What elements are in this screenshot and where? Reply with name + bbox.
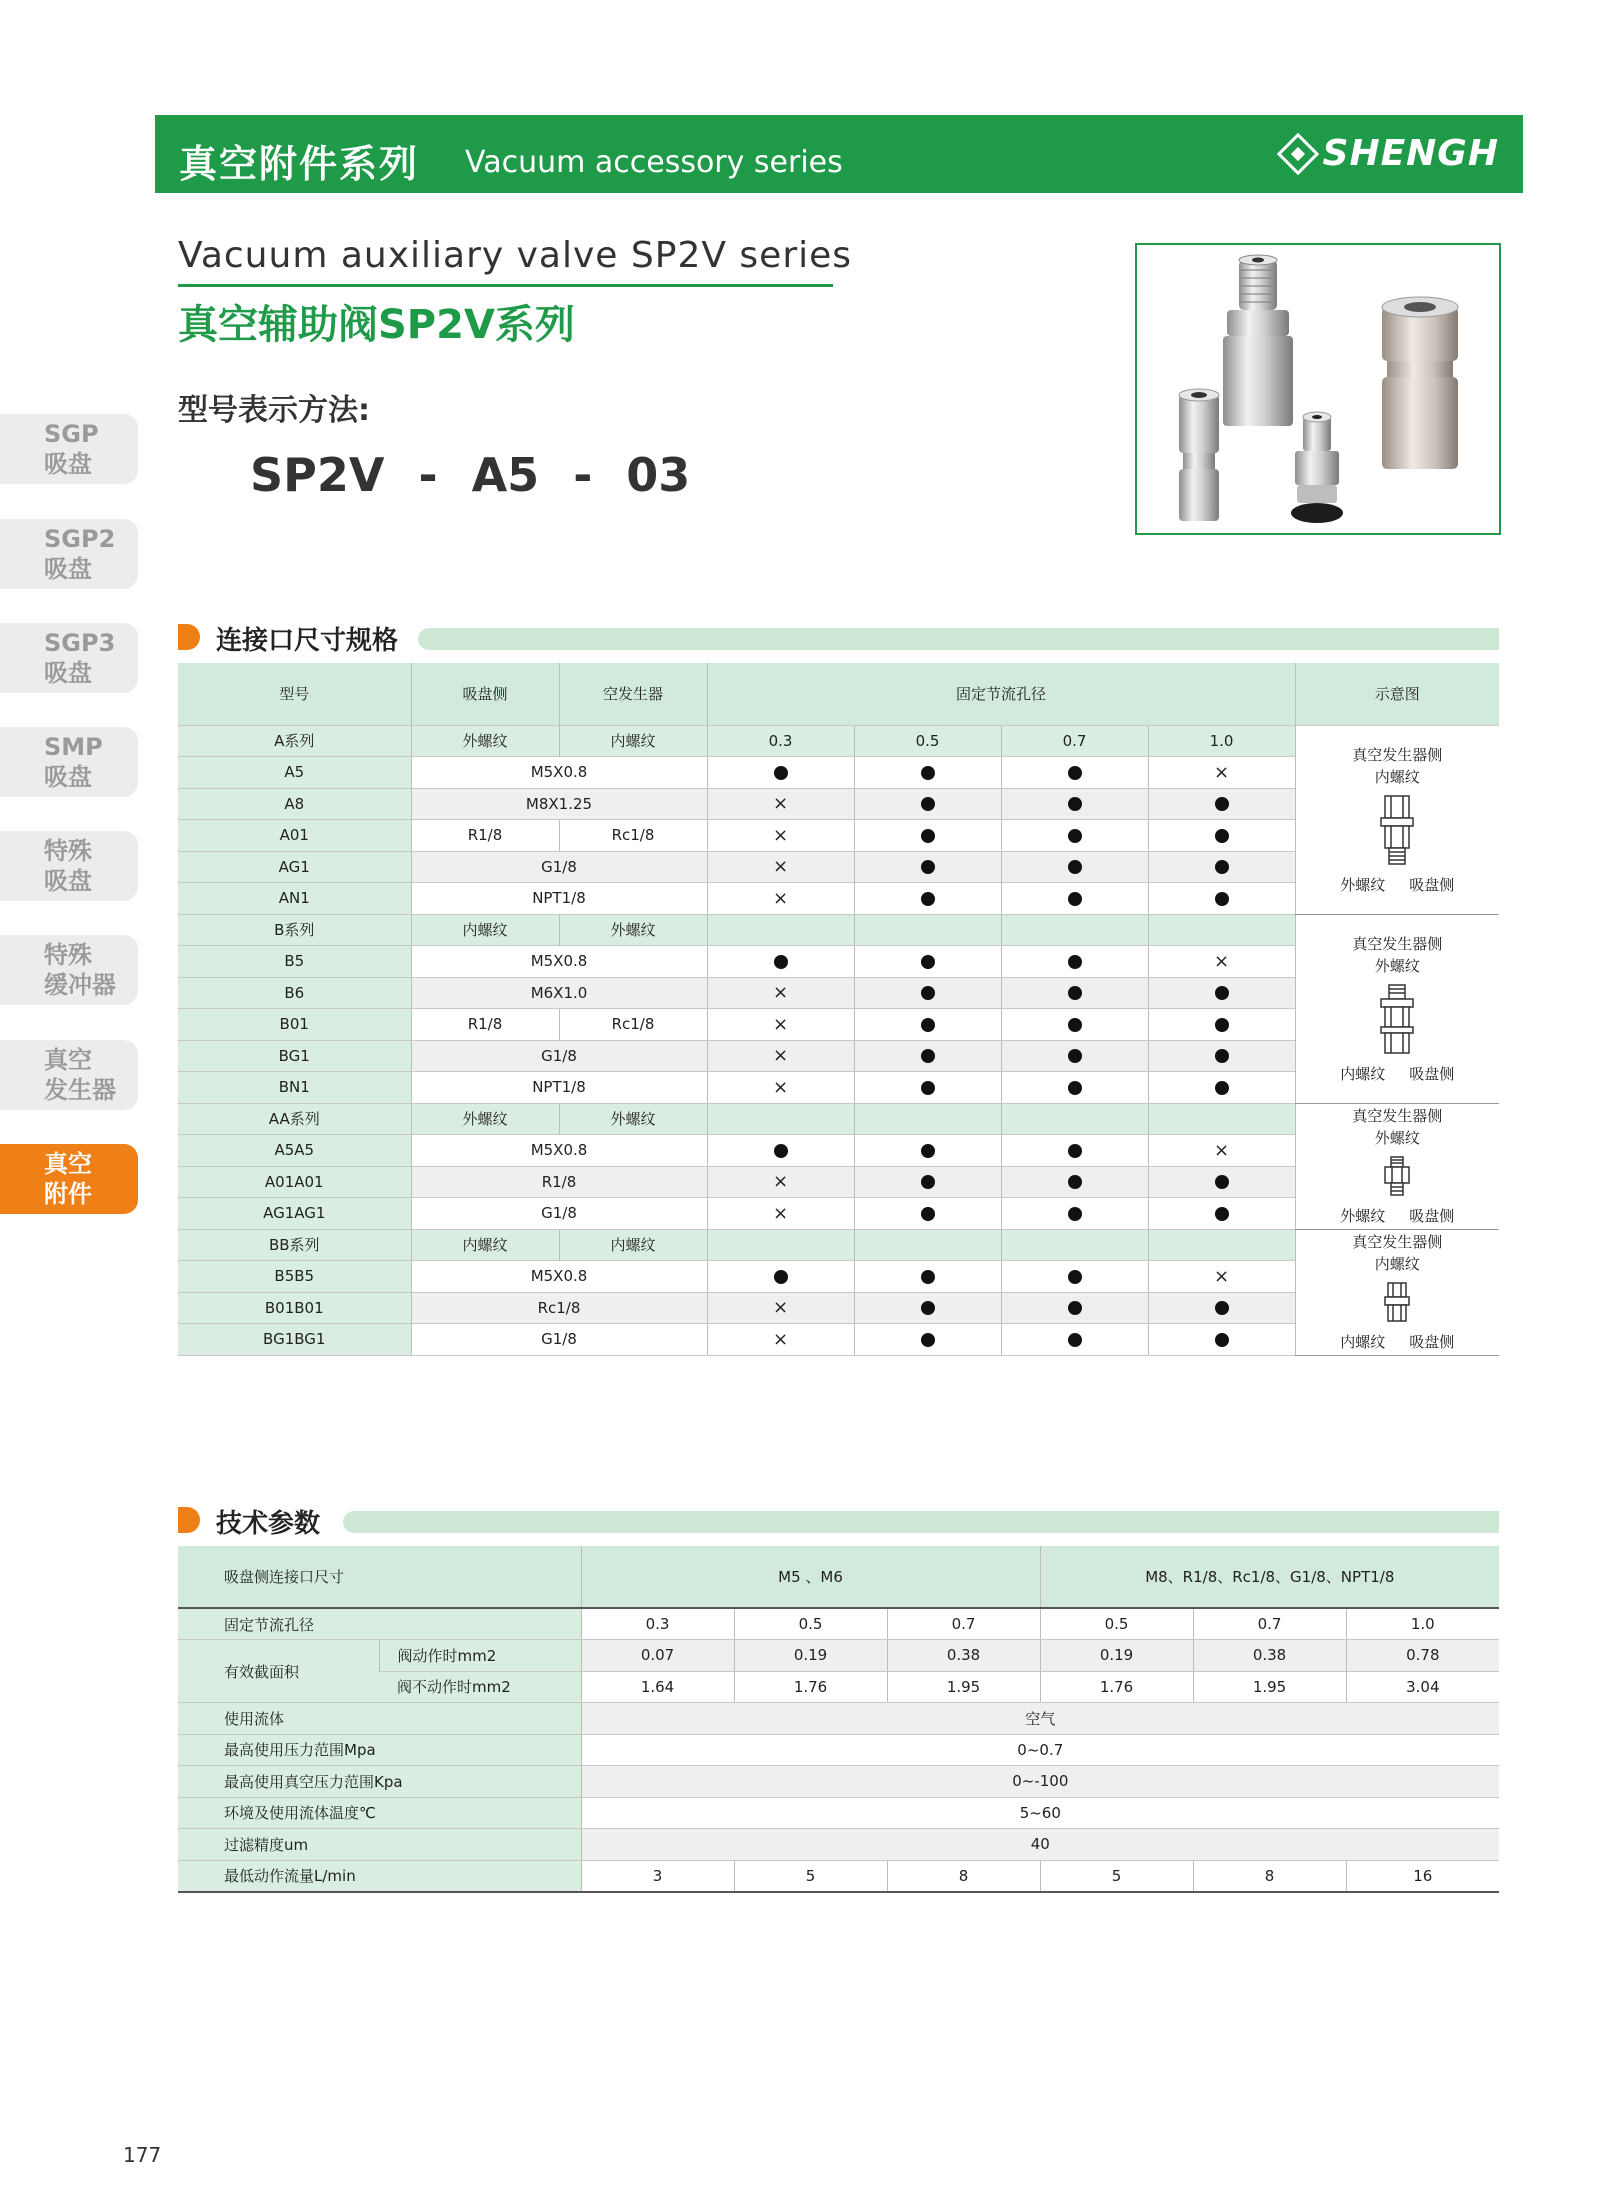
table-row	[178, 1103, 1499, 1135]
value-cell: 0.5	[734, 1608, 887, 1640]
diagram-top-label: 真空发生器侧	[1352, 1233, 1443, 1251]
diagram-bb-series	[1295, 1229, 1499, 1355]
diagram-right-label: 吸盘侧	[1409, 1207, 1455, 1225]
value-cell: 0.19	[1040, 1640, 1193, 1672]
model-cell: AG1AG1	[178, 1198, 411, 1230]
available-dot-icon	[774, 1270, 788, 1284]
product-title-en: Vacuum auxiliary valve SP2V series	[178, 235, 853, 276]
available-dot-icon	[1215, 1333, 1229, 1347]
spec-cell: M5X0.8	[411, 1261, 707, 1293]
section-header-connection	[178, 620, 1499, 654]
section-title: 连接口尺寸规格	[216, 626, 399, 656]
available-dot-icon	[921, 1018, 935, 1032]
sidebar-tab-special-cup[interactable]	[0, 831, 138, 901]
available-dot-icon	[921, 1175, 935, 1189]
available-dot-icon	[921, 797, 935, 811]
unavailable-x-icon: ×	[772, 887, 789, 909]
available-dot-icon	[1215, 892, 1229, 906]
model-cell: B01B01	[178, 1292, 411, 1324]
technical-spec-table	[178, 1546, 1499, 1893]
available-dot-icon	[921, 986, 935, 1000]
brand-logo	[1283, 133, 1499, 174]
available-dot-icon	[1068, 1049, 1082, 1063]
orifice-size: 0.7	[1001, 725, 1148, 757]
unavailable-x-icon: ×	[772, 1045, 789, 1067]
series-generator: 内螺纹	[559, 725, 707, 757]
diagram-right-label: 吸盘侧	[1409, 1064, 1455, 1083]
unavailable-x-icon: ×	[1213, 1265, 1230, 1287]
diagram-top-thread: 内螺纹	[1374, 1255, 1420, 1273]
table-row	[178, 1608, 1499, 1640]
value-cell: 5~60	[581, 1797, 1499, 1829]
table-header-row	[178, 1546, 1499, 1608]
diagram-left-label: 外螺纹	[1340, 875, 1386, 894]
table-row	[178, 1860, 1499, 1892]
spec-cell: NPT1/8	[411, 883, 707, 915]
section-marker-icon	[178, 1507, 200, 1533]
series-generator: 外螺纹	[559, 914, 707, 946]
row-label: 最高使用真空压力范围Kpa	[178, 1766, 581, 1798]
value-cell: 空气	[581, 1703, 1499, 1735]
diagram-top-thread: 内螺纹	[1374, 767, 1420, 786]
sidebar-tab-sgp2[interactable]	[0, 519, 138, 589]
sidebar-tab-line2: 发生器	[44, 1076, 116, 1104]
available-dot-icon	[1068, 1175, 1082, 1189]
series-name: AA系列	[178, 1103, 411, 1135]
row-label: 固定节流孔径	[178, 1608, 581, 1640]
value-cell: 0~0.7	[581, 1734, 1499, 1766]
spec-cell: M5X0.8	[411, 1135, 707, 1167]
diagram-b-series	[1295, 914, 1499, 1103]
spec-header-col2: M8、R1/8、Rc1/8、G1/8、NPT1/8	[1040, 1546, 1499, 1608]
value-cell: 0.07	[581, 1640, 734, 1672]
header-generator-side: 空发生器	[559, 663, 707, 725]
product-title-zh: 真空辅助阀SP2V系列	[178, 302, 575, 348]
value-cell: 40	[581, 1829, 1499, 1861]
value-cell: 3	[581, 1860, 734, 1892]
value-cell: 0~-100	[581, 1766, 1499, 1798]
orifice-size: 1.0	[1148, 725, 1295, 757]
page-number: 177	[123, 2143, 162, 2167]
available-dot-icon	[1215, 1175, 1229, 1189]
spec-cell: G1/8	[411, 1198, 707, 1230]
spec-cell: G1/8	[411, 851, 707, 883]
orifice-size: 0.3	[707, 725, 854, 757]
available-dot-icon	[1068, 1301, 1082, 1315]
model-cell: B6	[178, 977, 411, 1009]
available-dot-icon	[1068, 892, 1082, 906]
value-cell: 8	[1193, 1860, 1346, 1892]
value-cell: 0.38	[1193, 1640, 1346, 1672]
spec-cell: NPT1/8	[411, 1072, 707, 1104]
available-dot-icon	[921, 1301, 935, 1315]
row-sublabel: 阀不动作时mm2	[379, 1671, 581, 1703]
unavailable-x-icon: ×	[772, 1076, 789, 1098]
sidebar-tab-line2: 吸盘	[44, 659, 92, 687]
sidebar-tab-sgp[interactable]	[0, 414, 138, 484]
available-dot-icon	[1068, 797, 1082, 811]
diagram-aa-series	[1295, 1103, 1499, 1229]
sidebar-tab-line1: 特殊	[44, 941, 92, 969]
header-model: 型号	[178, 663, 411, 725]
value-cell: 1.95	[1193, 1671, 1346, 1703]
table-row	[178, 725, 1499, 757]
sidebar-tab-line1: SGP2	[44, 525, 116, 553]
model-cell: BG1BG1	[178, 1324, 411, 1356]
diamond-logo-icon	[1276, 132, 1318, 174]
value-cell: 0.3	[581, 1608, 734, 1640]
value-cell: 3.04	[1346, 1671, 1499, 1703]
available-dot-icon	[774, 955, 788, 969]
connection-spec-table	[178, 663, 1499, 1356]
model-cell: A5A5	[178, 1135, 411, 1167]
sidebar-tab-line2: 吸盘	[44, 867, 92, 895]
available-dot-icon	[1215, 1081, 1229, 1095]
unavailable-x-icon: ×	[772, 793, 789, 815]
diagram-top-thread: 外螺纹	[1374, 956, 1420, 975]
available-dot-icon	[1215, 1018, 1229, 1032]
available-dot-icon	[1215, 986, 1229, 1000]
unavailable-x-icon: ×	[772, 1297, 789, 1319]
header-title-zh: 真空附件系列	[179, 142, 420, 186]
diagram-right-label: 吸盘侧	[1409, 875, 1455, 894]
row-sublabel: 阀动作时mm2	[379, 1640, 581, 1672]
sidebar-tab-line1: 特殊	[44, 837, 92, 865]
section-marker-icon	[178, 624, 200, 650]
value-cell: 0.78	[1346, 1640, 1499, 1672]
series-name: B系列	[178, 914, 411, 946]
spec-cell: G1/8	[411, 1324, 707, 1356]
available-dot-icon	[774, 766, 788, 780]
value-cell: 0.7	[887, 1608, 1040, 1640]
unavailable-x-icon: ×	[772, 982, 789, 1004]
diagram-a-series	[1295, 725, 1499, 914]
available-dot-icon	[1068, 955, 1082, 969]
available-dot-icon	[1068, 1207, 1082, 1221]
available-dot-icon	[1215, 1207, 1229, 1221]
available-dot-icon	[921, 1081, 935, 1095]
model-cell: AN1	[178, 883, 411, 915]
spec-cell: R1/8	[411, 1166, 707, 1198]
diagram-left-label: 内螺纹	[1340, 1064, 1386, 1083]
series-name: BB系列	[178, 1229, 411, 1261]
table-header-row	[178, 663, 1499, 725]
available-dot-icon	[1215, 1049, 1229, 1063]
model-cell: BN1	[178, 1072, 411, 1104]
sidebar-tab-line2: 吸盘	[44, 763, 92, 791]
spec-header-label: 吸盘侧连接口尺寸	[178, 1546, 581, 1608]
value-cell: 1.0	[1346, 1608, 1499, 1640]
unavailable-x-icon: ×	[772, 1171, 789, 1193]
model-notation-label: 型号表示方法:	[178, 393, 370, 428]
available-dot-icon	[1068, 1144, 1082, 1158]
section-bar	[418, 628, 1499, 650]
unavailable-x-icon: ×	[1213, 761, 1230, 783]
available-dot-icon	[1215, 829, 1229, 843]
table-row	[178, 1734, 1499, 1766]
model-cell: AG1	[178, 851, 411, 883]
table-row	[178, 1229, 1499, 1261]
row-label: 环境及使用流体温度℃	[178, 1797, 581, 1829]
fitting-diagram-icon	[1382, 1281, 1412, 1323]
brand-logo-text: SHENGH	[1322, 133, 1499, 174]
model-cell: B5	[178, 946, 411, 978]
diagram-left-label: 内螺纹	[1340, 1333, 1386, 1351]
sidebar-tab-line2: 吸盘	[44, 555, 92, 583]
unavailable-x-icon: ×	[772, 1202, 789, 1224]
diagram-top-label: 真空发生器侧	[1352, 1107, 1443, 1125]
available-dot-icon	[1068, 1081, 1082, 1095]
value-cell: 0.5	[1040, 1608, 1193, 1640]
unavailable-x-icon: ×	[772, 1328, 789, 1350]
value-cell: 5	[734, 1860, 887, 1892]
available-dot-icon	[921, 766, 935, 780]
product-photo-illustration	[1137, 245, 1501, 535]
row-label: 最高使用压力范围Mpa	[178, 1734, 581, 1766]
table-row	[178, 1766, 1499, 1798]
row-label: 使用流体	[178, 1703, 581, 1735]
value-cell: 1.64	[581, 1671, 734, 1703]
series-suction: 外螺纹	[411, 725, 559, 757]
value-cell: 8	[887, 1860, 1040, 1892]
header-suction-side: 吸盘侧	[411, 663, 559, 725]
value-cell: 0.19	[734, 1640, 887, 1672]
spec-cell: M5X0.8	[411, 946, 707, 978]
spec-cell: G1/8	[411, 1040, 707, 1072]
series-suction: 内螺纹	[411, 1229, 559, 1261]
diagram-left-label: 外螺纹	[1340, 1207, 1386, 1225]
product-photo	[1135, 243, 1501, 535]
header-banner	[155, 115, 1523, 193]
series-generator: 内螺纹	[559, 1229, 707, 1261]
sidebar-tab-vacuum-accessory[interactable]	[0, 1144, 138, 1214]
available-dot-icon	[774, 1144, 788, 1158]
value-cell: 0.7	[1193, 1608, 1346, 1640]
available-dot-icon	[1215, 860, 1229, 874]
sidebar-tab-vacuum-generator[interactable]	[0, 1040, 138, 1110]
model-cell: BG1	[178, 1040, 411, 1072]
spec-header-col1: M5 、M6	[581, 1546, 1040, 1608]
table-row	[178, 1703, 1499, 1735]
spec-cell: M6X1.0	[411, 977, 707, 1009]
spec-cell: M5X0.8	[411, 757, 707, 789]
spec-cell: Rc1/8	[411, 1292, 707, 1324]
suction-cell: R1/8	[411, 820, 559, 852]
available-dot-icon	[921, 892, 935, 906]
section-title: 技术参数	[216, 1509, 321, 1539]
title-underline	[178, 284, 833, 287]
available-dot-icon	[1068, 829, 1082, 843]
header-diagram: 示意图	[1295, 663, 1499, 725]
series-suction: 内螺纹	[411, 914, 559, 946]
available-dot-icon	[1068, 1018, 1082, 1032]
available-dot-icon	[921, 1144, 935, 1158]
model-cell: B01	[178, 1009, 411, 1041]
series-name: A系列	[178, 725, 411, 757]
table-row	[178, 1829, 1499, 1861]
unavailable-x-icon: ×	[1213, 1139, 1230, 1161]
generator-cell: Rc1/8	[559, 1009, 707, 1041]
series-suction: 外螺纹	[411, 1103, 559, 1135]
available-dot-icon	[921, 1049, 935, 1063]
row-label: 最低动作流量L/min	[178, 1860, 581, 1892]
model-cell: B5B5	[178, 1261, 411, 1293]
fitting-diagram-icon	[1377, 983, 1417, 1055]
diagram-right-label: 吸盘侧	[1409, 1333, 1455, 1351]
header-title-en: Vacuum accessory series	[465, 145, 843, 180]
series-generator: 外螺纹	[559, 1103, 707, 1135]
fitting-diagram-icon	[1377, 794, 1417, 866]
available-dot-icon	[1215, 1301, 1229, 1315]
model-cell: A01A01	[178, 1166, 411, 1198]
model-cell: A5	[178, 757, 411, 789]
available-dot-icon	[1068, 1270, 1082, 1284]
section-header-specs	[178, 1503, 1499, 1537]
sidebar-tab-special-buffer[interactable]	[0, 935, 138, 1005]
unavailable-x-icon: ×	[772, 824, 789, 846]
available-dot-icon	[921, 1270, 935, 1284]
table-row	[178, 914, 1499, 946]
sidebar-tab-line2: 缓冲器	[44, 971, 116, 999]
sidebar-tab-line1: 真空	[44, 1150, 92, 1178]
unavailable-x-icon: ×	[1213, 950, 1230, 972]
sidebar-tab-smp[interactable]	[0, 727, 138, 797]
value-cell: 16	[1346, 1860, 1499, 1892]
header-orifice: 固定节流孔径	[707, 663, 1295, 725]
diagram-top-label: 真空发生器侧	[1352, 934, 1443, 953]
orifice-size: 0.5	[854, 725, 1001, 757]
sidebar-tab-sgp3[interactable]	[0, 623, 138, 693]
sidebar-tab-line2: 吸盘	[44, 450, 92, 478]
available-dot-icon	[921, 1207, 935, 1221]
value-cell: 5	[1040, 1860, 1193, 1892]
available-dot-icon	[1068, 1333, 1082, 1347]
diagram-top-thread: 外螺纹	[1374, 1129, 1420, 1147]
value-cell: 1.95	[887, 1671, 1040, 1703]
sidebar-tab-line1: 真空	[44, 1046, 92, 1074]
model-cell: A8	[178, 788, 411, 820]
sidebar-tab-line2: 附件	[44, 1180, 92, 1208]
row-label: 有效截面积	[178, 1640, 379, 1703]
table-row	[178, 1797, 1499, 1829]
available-dot-icon	[921, 1333, 935, 1347]
model-cell: A01	[178, 820, 411, 852]
sidebar-tab-line1: SMP	[44, 733, 103, 761]
value-cell: 1.76	[734, 1671, 887, 1703]
available-dot-icon	[1215, 797, 1229, 811]
spec-cell: M8X1.25	[411, 788, 707, 820]
sidebar-tab-line1: SGP	[44, 420, 99, 448]
value-cell: 1.76	[1040, 1671, 1193, 1703]
unavailable-x-icon: ×	[772, 856, 789, 878]
available-dot-icon	[921, 860, 935, 874]
available-dot-icon	[1068, 986, 1082, 1000]
section-bar	[343, 1511, 1499, 1533]
unavailable-x-icon: ×	[772, 1013, 789, 1035]
fitting-diagram-icon	[1382, 1155, 1412, 1197]
available-dot-icon	[921, 829, 935, 843]
sidebar-tab-line1: SGP3	[44, 629, 116, 657]
model-notation-code: SP2V - A5 - 03	[250, 448, 691, 502]
suction-cell: R1/8	[411, 1009, 559, 1041]
table-row	[178, 1640, 1499, 1672]
value-cell: 0.38	[887, 1640, 1040, 1672]
row-label: 过滤精度um	[178, 1829, 581, 1861]
diagram-top-label: 真空发生器侧	[1352, 745, 1443, 764]
available-dot-icon	[1068, 860, 1082, 874]
available-dot-icon	[1068, 766, 1082, 780]
available-dot-icon	[921, 955, 935, 969]
generator-cell: Rc1/8	[559, 820, 707, 852]
